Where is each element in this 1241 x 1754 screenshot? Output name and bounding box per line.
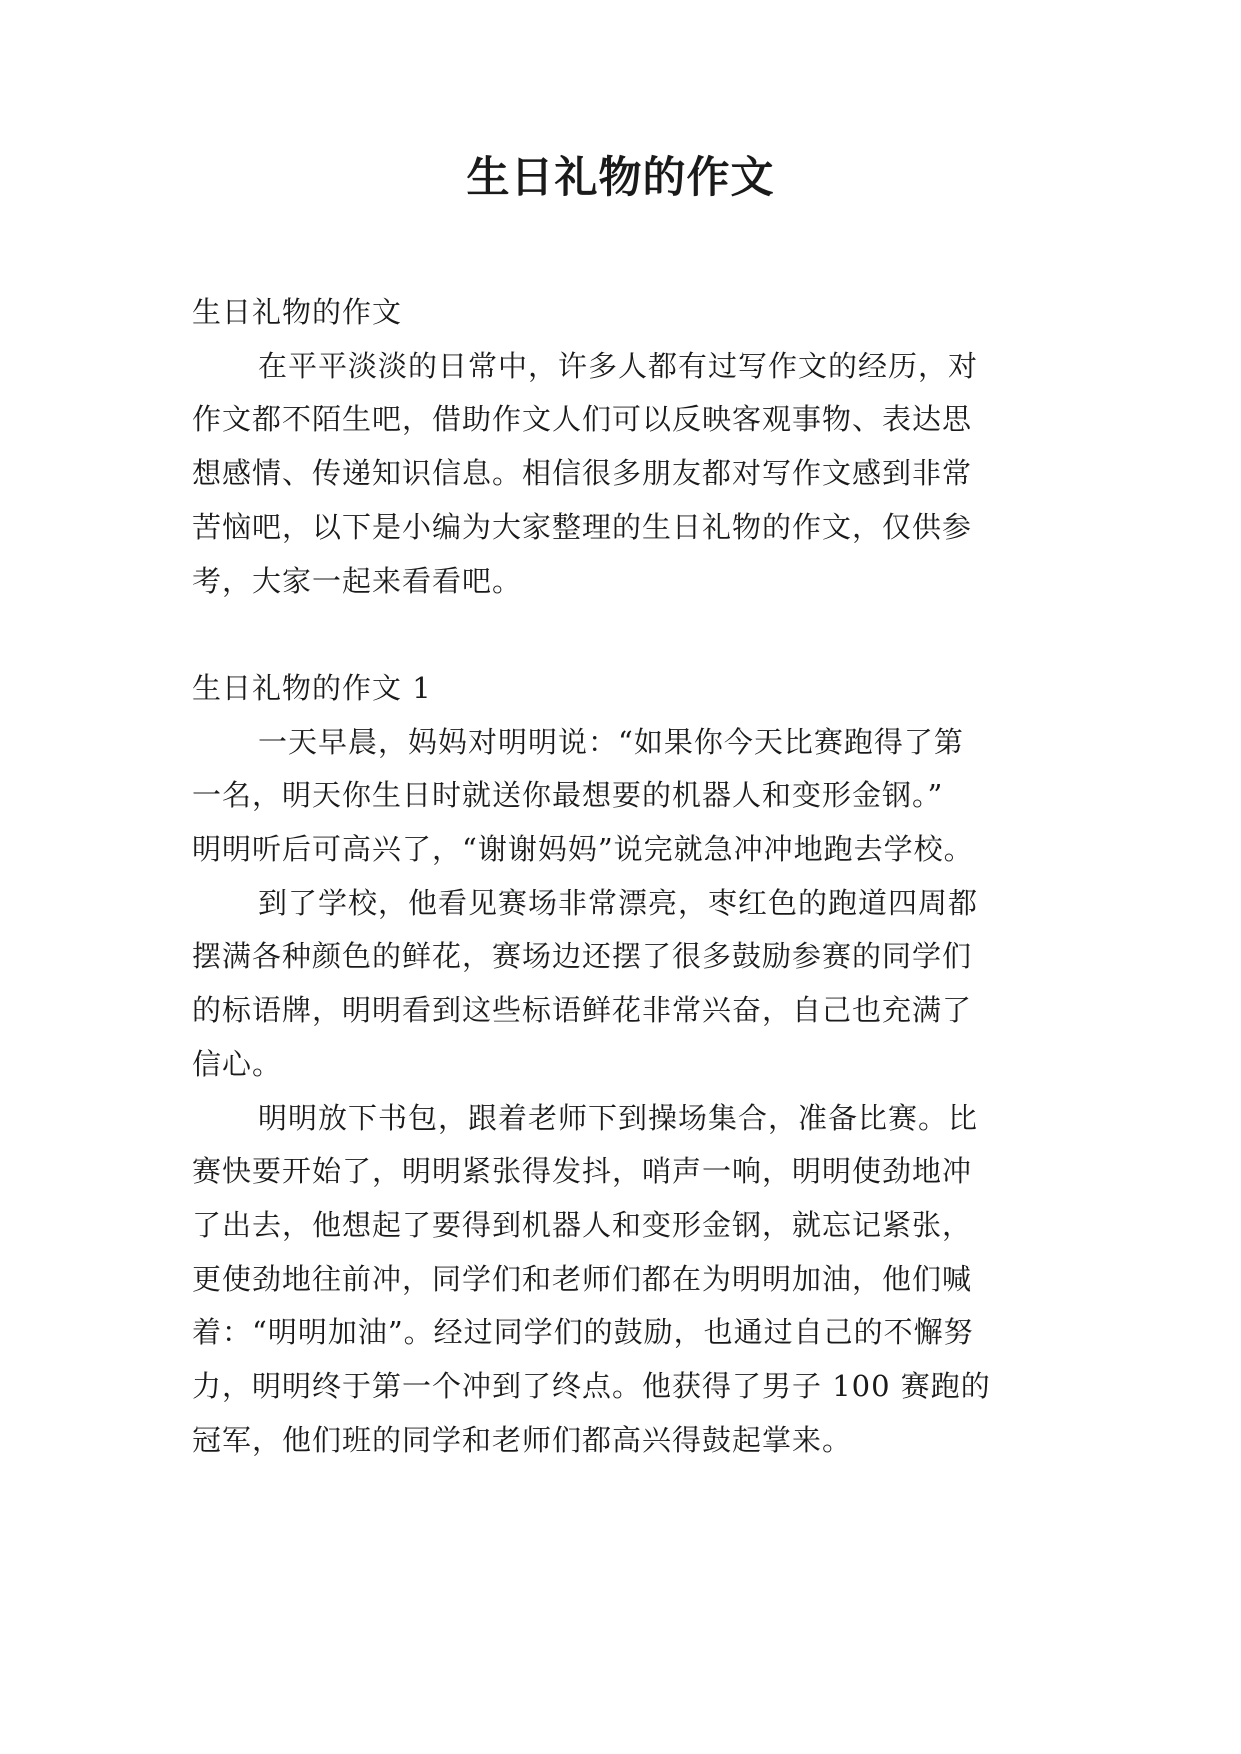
paragraph-line: 着：“明明加油”。经过同学们的鼓励，也通过自己的不懈努 — [192, 1315, 974, 1350]
intro-line: 苦恼吧，以下是小编为大家整理的生日礼物的作文，仅供参 — [192, 509, 973, 544]
paragraph-line: 信心。 — [192, 1046, 283, 1081]
paragraph-line: 摆满各种颜色的鲜花，赛场边还摆了很多鼓励参赛的同学们 — [192, 939, 973, 974]
paragraph-line: 赛快要开始了，明明紧张得发抖，哨声一响，明明使劲地冲 — [192, 1154, 973, 1189]
essay-heading: 生日礼物的作文 1 — [192, 670, 432, 705]
intro-line: 作文都不陌生吧，借助作文人们可以反映客观事物、表达思 — [192, 402, 973, 437]
document-title: 生日礼物的作文 — [466, 153, 775, 203]
paragraph-line: 一名，明天你生日时就送你最想要的机器人和变形金钢。” — [192, 778, 944, 813]
intro-line: 考，大家一起来看看吧。 — [192, 563, 523, 598]
paragraph-line: 明明听后可高兴了，“谢谢妈妈”说完就急冲冲地跑去学校。 — [192, 832, 974, 867]
essay-paragraph-3 — [192, 1092, 1062, 1468]
paragraph-line: 明明放下书包，跟着老师下到操场集合，准备比赛。比 — [258, 1100, 979, 1135]
paragraph-line: 到了学校，他看见赛场非常漂亮，枣红色的跑道四周都 — [258, 885, 979, 920]
essay-paragraph-1 — [192, 716, 1062, 877]
intro-line: 在平平淡淡的日常中，许多人都有过写作文的经历，对 — [258, 348, 979, 383]
paragraph-line: 力，明明终于第一个冲到了终点。他获得了男子 100 赛跑的 — [192, 1369, 991, 1404]
paragraph-line: 了出去，他想起了要得到机器人和变形金钢，就忘记紧张， — [192, 1207, 973, 1242]
section-gap — [192, 608, 1062, 662]
intro-line: 想感情、传递知识信息。相信很多朋友都对写作文感到非常 — [192, 456, 973, 491]
paragraph-line: 冠军，他们班的同学和老师们都高兴得鼓起掌来。 — [192, 1422, 853, 1457]
paragraph-line: 更使劲地往前冲，同学们和老师们都在为明明加油，他们喊 — [192, 1261, 973, 1296]
paragraph-line: 一天早晨，妈妈对明明说：“如果你今天比赛跑得了第 — [258, 724, 964, 759]
essay-paragraph-2 — [192, 877, 1062, 1092]
intro-heading: 生日礼物的作文 — [192, 295, 403, 329]
intro-paragraph — [192, 340, 1062, 609]
document-body — [192, 286, 1062, 1467]
paragraph-line: 的标语牌，明明看到这些标语鲜花非常兴奋，自己也充满了 — [192, 993, 973, 1028]
